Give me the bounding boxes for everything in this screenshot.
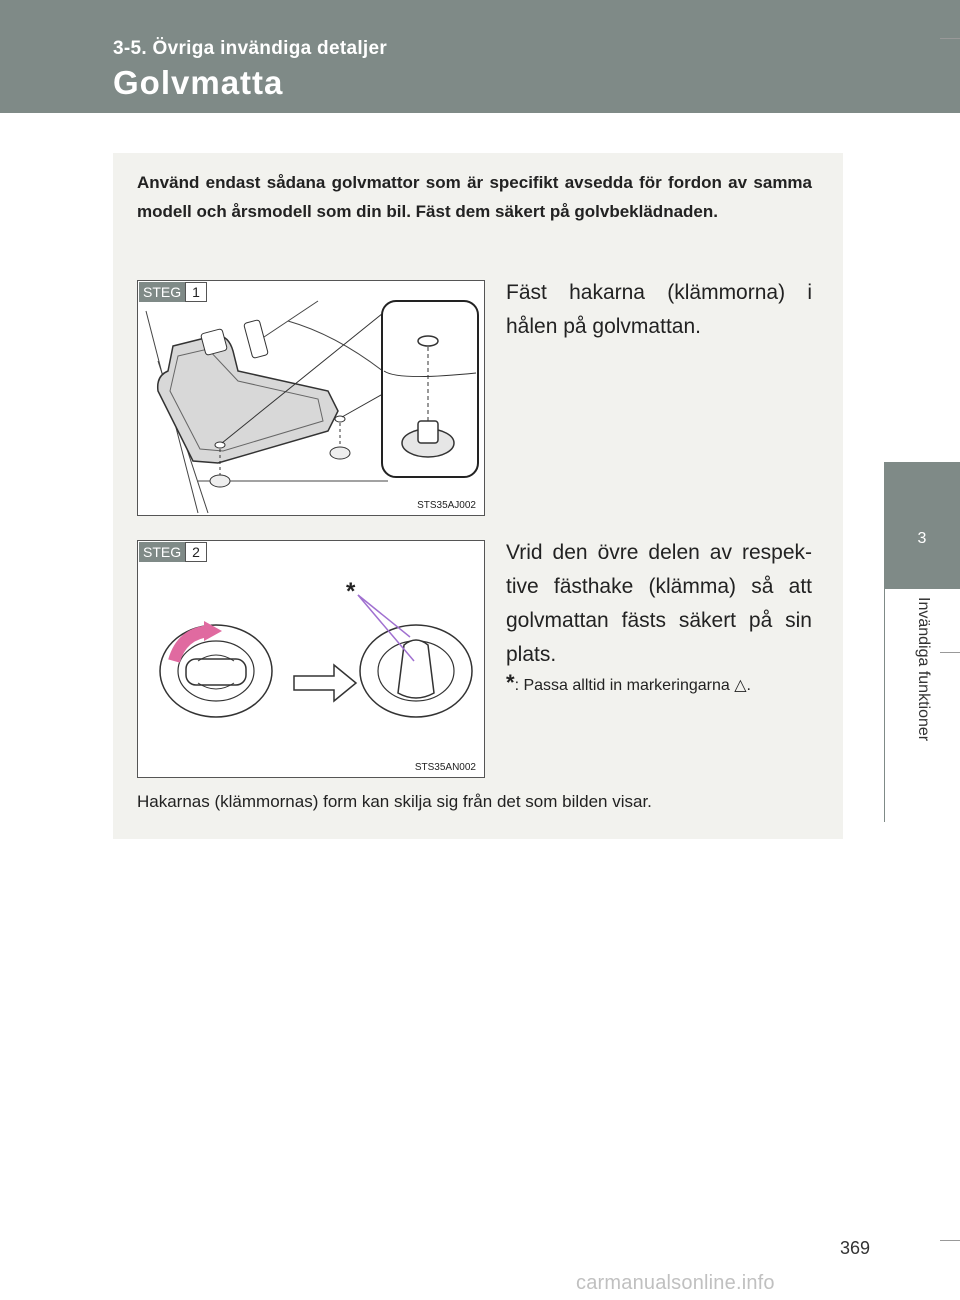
step-badge-number: 1 <box>185 282 207 302</box>
marker-note <box>506 670 751 696</box>
step-2-text: Vrid den övre delen av respek-tive fästhake (klämma) så att golvmattan fästs säkert på sin plats. <box>506 541 812 666</box>
step-badge <box>139 542 207 562</box>
page-number: 369 <box>840 1238 871 1258</box>
hook-rotation-illustration <box>138 541 484 777</box>
chapter-tab-label <box>884 589 960 789</box>
step-badge-label: STEG <box>139 282 185 302</box>
note-end: . <box>746 677 751 694</box>
crop-mark <box>940 652 960 653</box>
floor-mat-illustration <box>138 281 484 515</box>
note-asterisk: * <box>506 670 515 695</box>
note-text: : Passa alltid in markeringarna <box>514 677 730 694</box>
step-badge-number: 2 <box>185 542 207 562</box>
crop-mark <box>940 1240 960 1241</box>
step-badge <box>139 282 207 302</box>
header-bar <box>0 0 960 113</box>
figure-code: STS35AN002 <box>414 762 476 773</box>
triangle-icon: △ <box>734 677 747 694</box>
step-1-text: Fäst hakarna (klämmorna) i hålen på golvmattan. <box>506 281 812 338</box>
watermark: carmanualsonline.info <box>576 1272 775 1294</box>
page-title: Golvmatta <box>113 64 284 101</box>
intro-text: Använd endast sådana golvmattor som är specifikt avsedda för fordon av samma modell och årsmodell som din bil. Fäst dem säkert på golvbeklädnaden. <box>137 173 812 221</box>
footer-note: Hakarnas (klämmornas) form kan skilja sig från det som bilden visar. <box>137 792 652 811</box>
step-badge-label: STEG <box>139 542 185 562</box>
section-label: 3-5. Övriga invändiga detaljer <box>113 38 388 59</box>
chapter-tab <box>884 462 960 589</box>
figure-code: STS35AJ002 <box>417 500 476 511</box>
chapter-title: Invändiga funktioner <box>915 597 932 742</box>
asterisk-marker: * <box>346 578 356 605</box>
figure-step-2 <box>137 540 485 778</box>
crop-mark <box>940 38 960 39</box>
chapter-number: 3 <box>917 530 927 547</box>
figure-step-1 <box>137 280 485 516</box>
